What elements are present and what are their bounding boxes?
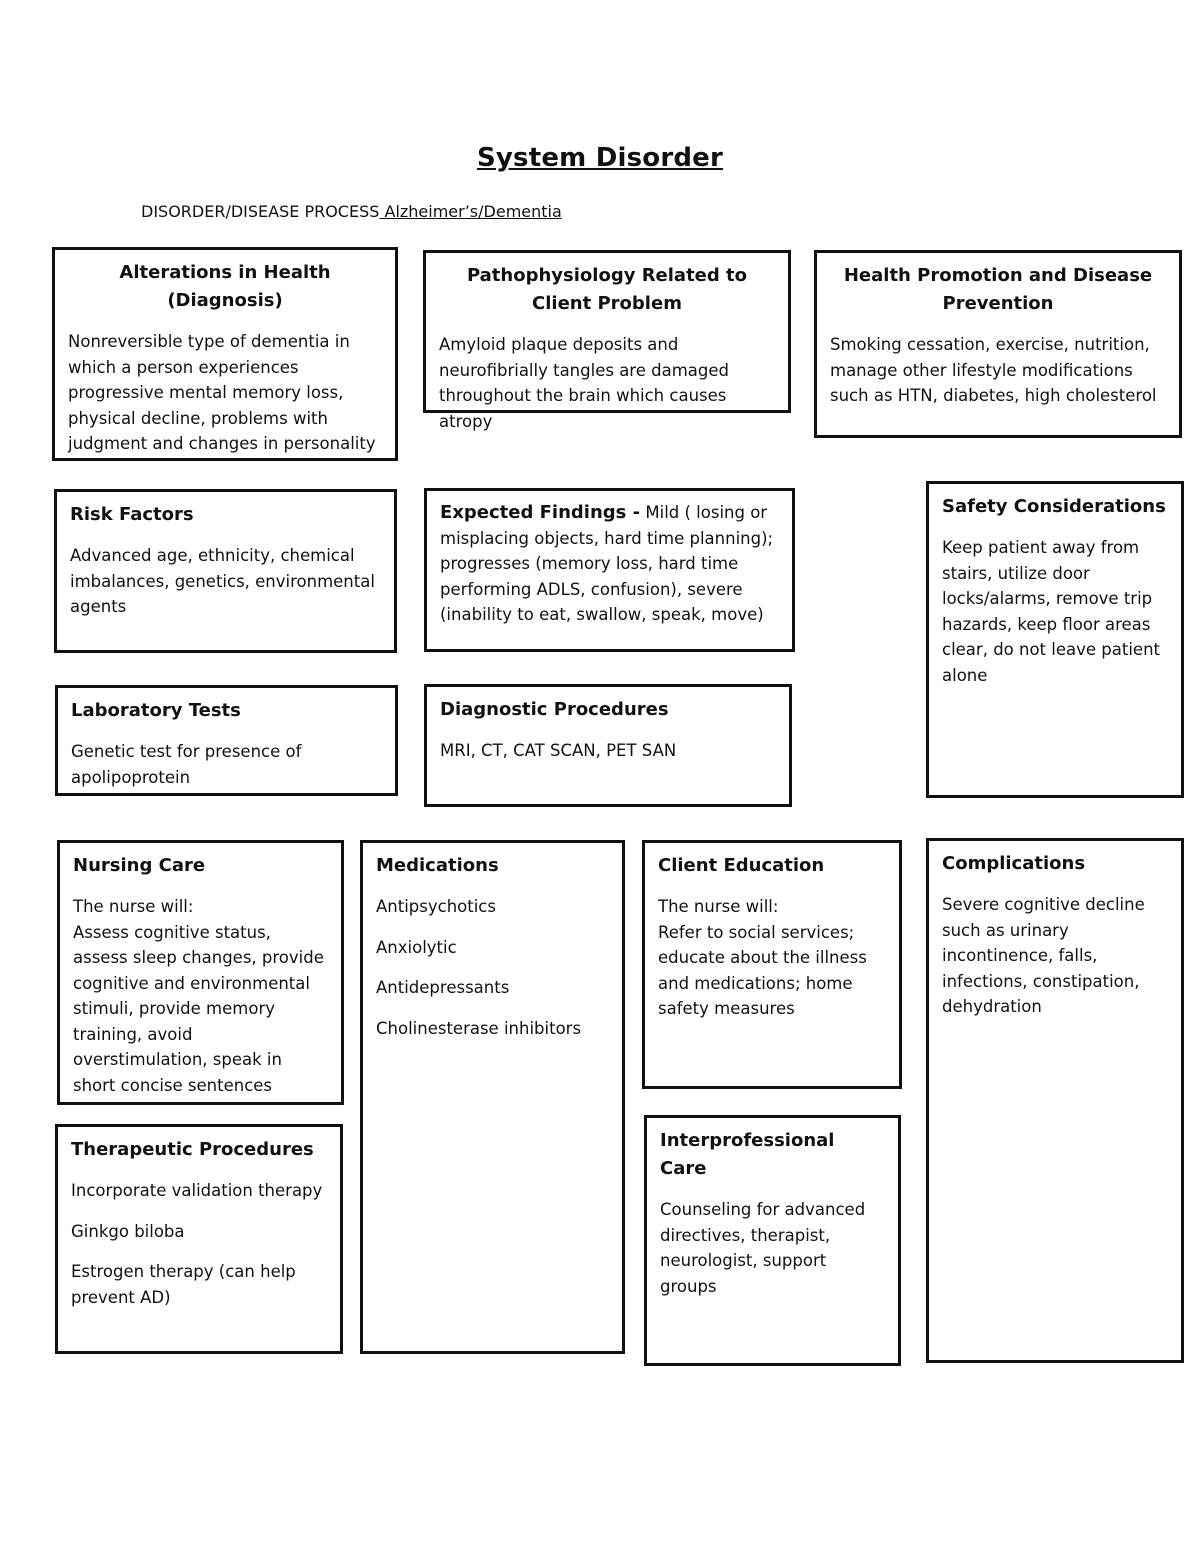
therapeutic-heading: Therapeutic Procedures [71, 1139, 314, 1160]
interprofessional-heading: Interprofessional Care [660, 1130, 835, 1179]
nursing-care-text: Assess cognitive status, assess sleep changes, provide cognitive and environmental stimuli, provide memory training, avoid overstimulation, speak in short concise sentences [73, 922, 324, 1095]
lab-tests-box [55, 685, 398, 796]
interprofessional-box [644, 1115, 901, 1366]
expected-findings-content [440, 500, 779, 628]
risk-factors-box [54, 489, 397, 653]
page-title: System Disorder [476, 143, 724, 173]
lab-tests-text: Genetic test for presence of apolipoprotein [71, 742, 302, 787]
safety-heading: Safety Considerations [942, 496, 1166, 517]
disorder-line [141, 202, 562, 221]
alterations-box [52, 247, 398, 461]
medication-item: Anxiolytic [376, 937, 457, 957]
safety-box [926, 481, 1184, 798]
health-promotion-heading: Health Promotion and Disease Prevention [843, 265, 1153, 314]
expected-findings-text: Mild ( losing or misplacing objects, hard time planning); progresses (memory loss, hard time performing ADLS, confusion), severe (inability to eat, swallow, speak, move) [440, 503, 774, 624]
complications-box [926, 838, 1184, 1363]
lab-tests-heading: Laboratory Tests [71, 700, 241, 721]
disorder-label: DISORDER/DISEASE PROCESS [141, 202, 380, 221]
risk-factors-heading: Risk Factors [70, 504, 194, 525]
medication-item: Antipsychotics [376, 897, 496, 916]
therapeutic-item: Incorporate validation therapy [71, 1181, 323, 1200]
client-education-heading: Client Education [658, 855, 825, 876]
alterations-text: Nonreversible type of dementia in which a person experiences progressive mental memory loss, physical decline, problems with judgment and changes in personality [68, 332, 376, 453]
health-promotion-text: Smoking cessation, exercise, nutrition, manage other lifestyle modifications such as HTN, diabetes, high cholesterol [830, 335, 1157, 405]
diagnostic-heading: Diagnostic Procedures [440, 699, 669, 720]
health-promotion-box [814, 250, 1182, 438]
medications-heading: Medications [376, 855, 499, 876]
pathophysiology-heading: Pathophysiology Related to Client Problem [466, 265, 748, 314]
disorder-value: Alzheimer’s/Dementia [379, 202, 562, 221]
medication-item: Antidepressants [376, 978, 510, 997]
medications-box [360, 840, 625, 1354]
client-education-intro: The nurse will: [658, 897, 779, 916]
therapeutic-item: Ginkgo biloba [71, 1221, 185, 1241]
medication-item: Cholinesterase inhibitors [376, 1018, 582, 1038]
interprofessional-text: Counseling for advanced directives, therapist, neurologist, support groups [660, 1200, 866, 1296]
therapeutic-item: Estrogen therapy (can help prevent AD) [71, 1262, 296, 1307]
alterations-heading: Alterations in Health (Diagnosis) [119, 262, 331, 311]
therapeutic-box [55, 1124, 343, 1354]
client-education-text: Refer to social services; educate about the illness and medications; home safety measures [658, 922, 867, 1018]
expected-findings-heading: Expected Findings - [440, 502, 641, 523]
nursing-care-box [57, 840, 344, 1105]
nursing-care-intro: The nurse will: [73, 897, 194, 916]
complications-heading: Complications [942, 853, 1086, 874]
diagnostic-box [424, 684, 792, 807]
nursing-care-heading: Nursing Care [73, 855, 206, 876]
client-education-box [642, 840, 902, 1089]
pathophysiology-text: Amyloid plaque deposits and neurofibrially tangles are damaged throughout the brain which causes atropy [439, 335, 729, 431]
complications-text: Severe cognitive decline such as urinary incontinence, falls, infections, constipation, dehydration [942, 895, 1145, 1016]
risk-factors-text: Advanced age, ethnicity, chemical imbalances, genetics, environmental agents [70, 546, 375, 616]
diagnostic-text: MRI, CT, CAT SCAN, PET SAN [440, 741, 677, 760]
expected-findings-box [424, 488, 795, 652]
safety-text: Keep patient away from stairs, utilize door locks/alarms, remove trip hazards, keep floor areas clear, do not leave patient alone [942, 538, 1160, 685]
pathophysiology-box [423, 250, 791, 431]
